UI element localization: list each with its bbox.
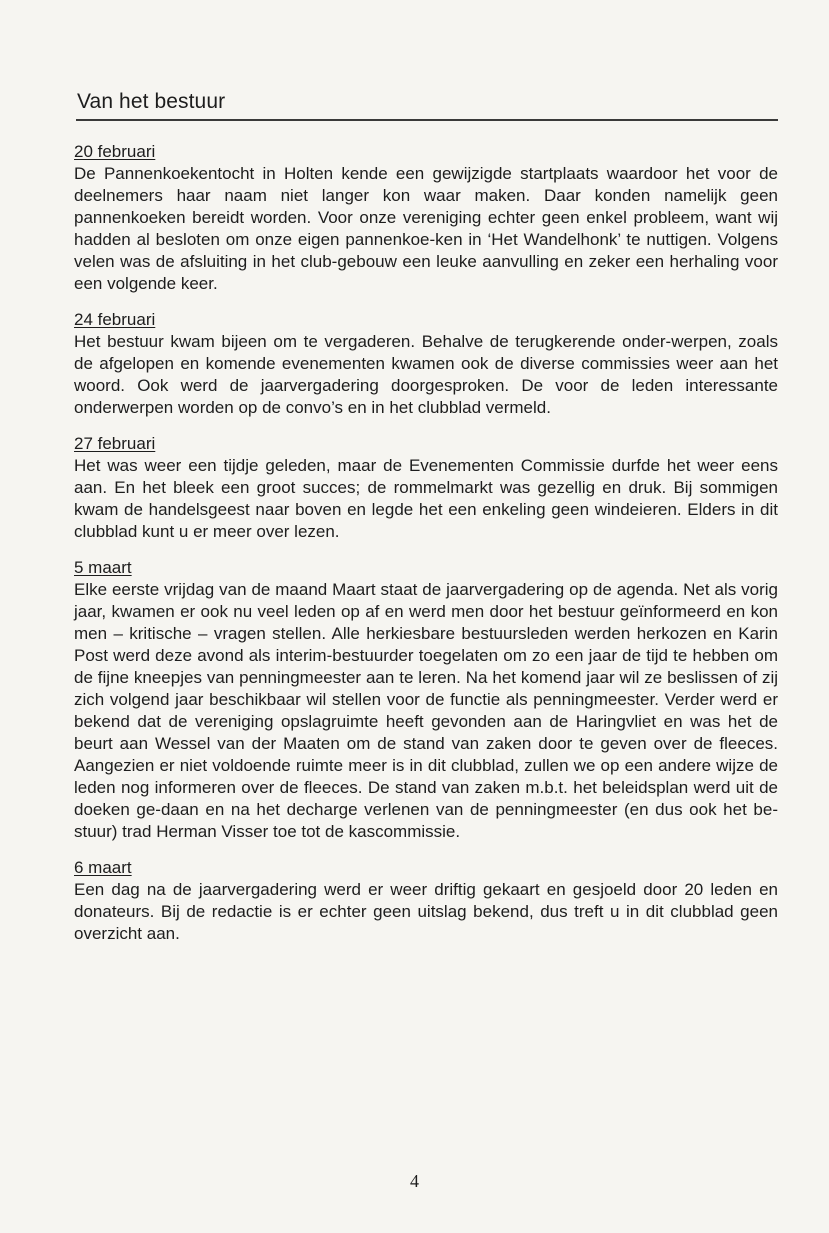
entry-text: Elke eerste vrijdag van de maand Maart staat de jaarvergadering op de agenda. Net als vorig jaar, kwamen er ook nu veel leden op af en werd men door het bestuur geïnformeerd en kon men – kritische – vragen stellen. Alle herkiesbare bestuursleden werden herkozen en Karin Post werd deze avond als interim-bestuurder toegelaten om zo een jaar de tijd te hebben om de fijne kneepjes van penningmeester aan te leren. Na het komend jaar wil ze beslissen of zij zich volgend jaar beschikbaar wil stellen voor de functie als penningmeester. Verder werd er bekend dat de vereniging opslagruimte heeft gevonden aan de Haringvliet en was het de beurt aan Wessel van der Maaten om de stand van zaken door te geven over de fleeces. Aangezien er niet voldoende ruimte meer is in dit clubblad, zullen we op een andere wijze de leden nog informeren over de fleeces. De stand van zaken m.b.t. het beleidsplan werd uit de doeken ge-daan en na het decharge verlenen van de penningmeester (en dus ook het be-stuur) trad Herman Visser toe tot de kascommissie.: [74, 580, 778, 841]
title-divider: [76, 119, 778, 121]
entry-6-maart: [74, 857, 778, 945]
entry-text: De Pannenkoekentocht in Holten kende een gewijzigde startplaats waardoor het voor de deelnemers haar naam niet langer kon waar maken. Daar konden namelijk geen pannenkoeken bereidt worden. Voor onze vereniging echter geen enkel probleem, want wij hadden al besloten om onze eigen pannenkoe-ken in ‘Het Wandelhonk’ te nuttigen. Volgens velen was de afsluiting in het club-gebouw een leuke aanvulling en zeker een herhaling voor een volgende keer.: [74, 164, 778, 293]
entry-date: 20 februari: [74, 142, 156, 161]
entry-20-februari: [74, 141, 778, 295]
entry-text: Een dag na de jaarvergadering werd er weer driftig gekaart en gesjoeld door 20 leden en donateurs. Bij de redactie is er echter geen uitslag bekend, dus treft u in dit clubblad geen overzicht aan.: [74, 880, 778, 943]
page-number: 4: [410, 1171, 419, 1191]
entry-date: 27 februari: [74, 434, 156, 453]
entry-text: Het was weer een tijdje geleden, maar de Evenementen Commissie durfde het weer eens aan. En het bleek een groot succes; de rommelmarkt was gezellig en druk. Bij sommigen kwam de handelsgeest naar boven en legde het een enkeling geen windeieren. Elders in dit clubblad kunt u er meer over lezen.: [74, 456, 778, 541]
entry-date: 5 maart: [74, 558, 132, 577]
entry-text: Het bestuur kwam bijeen om te vergaderen. Behalve de terugkerende onder-werpen, zoals de afgelopen en komende evenementen kwamen ook de diverse commissies weer aan het woord. Ook werd de jaarvergadering doorgesproken. De voor de leden interessante onderwerpen worden op de convo’s en in het clubblad vermeld.: [74, 332, 778, 417]
entry-date: 6 maart: [74, 858, 132, 877]
entry-date: 24 februari: [74, 310, 156, 329]
entry-24-februari: [74, 309, 778, 419]
entry-5-maart: [74, 557, 778, 843]
entries-list: [74, 141, 778, 959]
page-title: Van het bestuur: [77, 90, 226, 113]
entry-27-februari: [74, 433, 778, 543]
